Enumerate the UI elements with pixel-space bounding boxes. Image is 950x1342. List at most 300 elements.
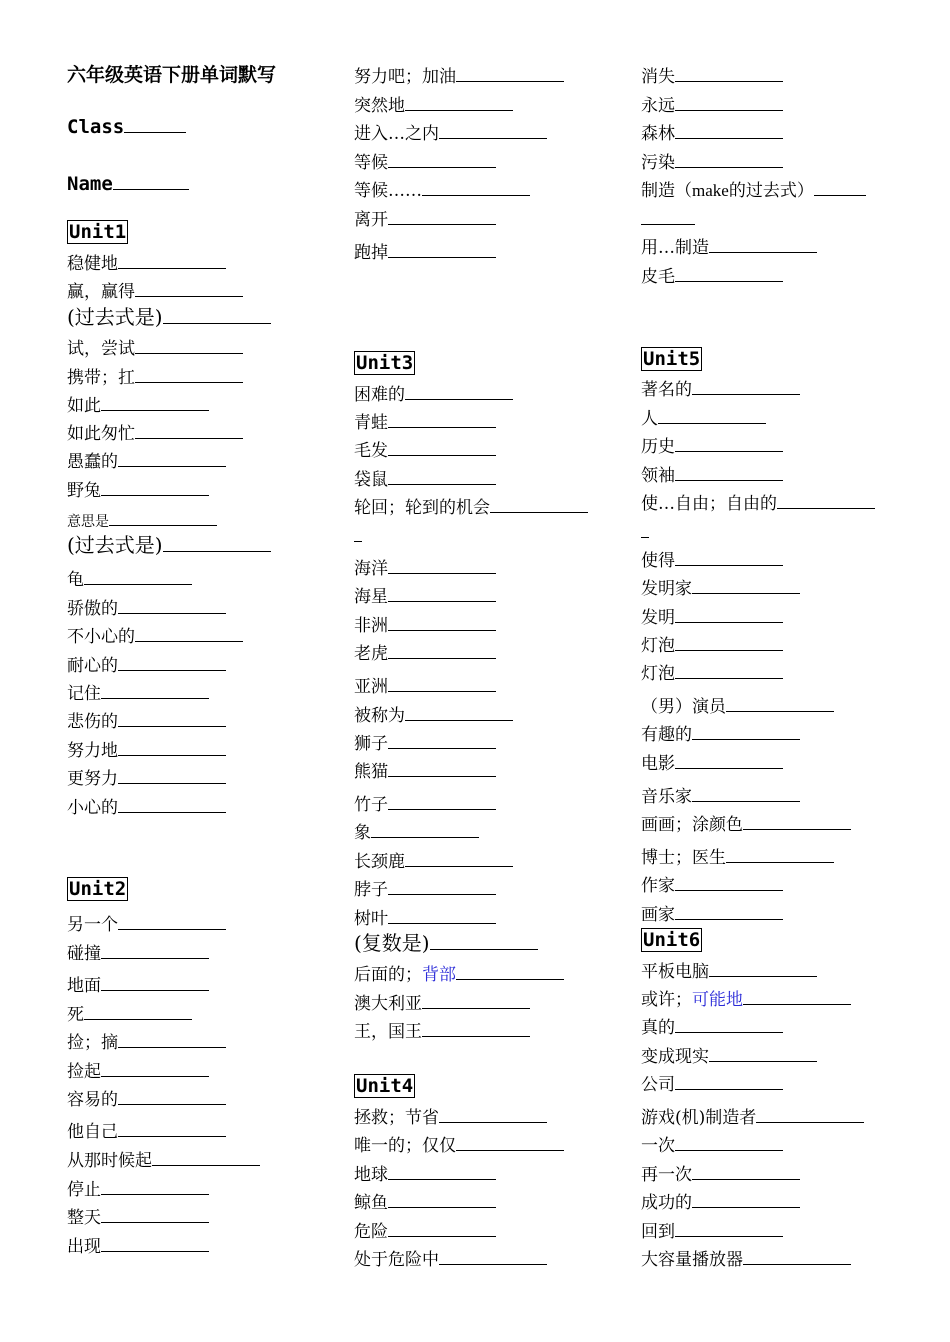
unit6-label: Unit6 [643,929,701,951]
unit2-heading [67,878,128,901]
word-prompt: 如此匆忙 [67,424,135,444]
word-row[interactable] [641,235,817,259]
word-prompt: 野兔 [67,481,101,501]
answer-blank[interactable] [118,738,226,756]
answer-blank[interactable] [726,694,834,712]
word-row[interactable] [354,1247,547,1271]
answer-blank[interactable] [456,1133,564,1151]
word-row[interactable] [67,1234,209,1258]
word-prompt: 成功的 [641,1193,692,1213]
answer-blank[interactable] [456,962,564,980]
worksheet-title: 六年级英语下册单词默写 [67,64,277,86]
answer-blank[interactable] [388,410,496,428]
word-row[interactable] [641,64,783,88]
answer-blank[interactable] [692,576,800,594]
word-row[interactable] [641,1190,800,1214]
answer-blank[interactable] [675,661,783,679]
word-row[interactable] [641,751,783,775]
answer-blank[interactable] [388,906,496,924]
word-prompt: 整天 [67,1208,101,1228]
answer-blank[interactable] [84,1002,192,1020]
word-prompt: 王，国王 [354,1022,422,1042]
word-prompt: 再一次 [641,1165,692,1185]
word-row[interactable] [641,722,800,746]
word-prompt: 海洋 [354,559,388,579]
answer-blank[interactable] [675,1015,783,1033]
word-row[interactable] [67,534,271,556]
word-row[interactable] [354,467,496,491]
answer-blank[interactable] [101,393,209,411]
word-row[interactable] [641,121,783,145]
answer-blank[interactable] [388,641,496,659]
word-prompt: 龟 [67,570,84,590]
answer-blank[interactable] [692,377,800,395]
word-prompt: 皮毛 [641,267,675,287]
word-row[interactable] [354,641,496,665]
word-row[interactable] [354,410,496,434]
word-prompt: 发明 [641,608,675,628]
word-row[interactable] [354,877,496,901]
answer-blank[interactable] [675,751,783,769]
word-prompt: 长颈鹿 [354,852,405,872]
word-prompt: 容易的 [67,1090,118,1110]
class-field[interactable] [67,115,186,138]
answer-blank[interactable] [118,596,226,614]
word-prompt: 跑掉 [354,243,388,263]
word-row[interactable] [67,912,226,936]
word-row[interactable] [354,178,530,202]
word-row[interactable] [641,377,800,401]
word-row[interactable] [641,959,817,983]
answer-blank[interactable] [388,438,496,456]
answer-blank[interactable] [658,406,766,424]
answer-blank[interactable] [675,264,783,282]
word-prompt: 熊猫 [354,762,388,782]
answer-blank[interactable] [743,812,851,830]
word-prompt: (复数是) [354,931,430,955]
word-prompt: 博士；医生 [641,848,726,868]
word-prompt: 稳健地 [67,254,118,274]
answer-blank[interactable] [101,1205,209,1223]
word-prompt: 的过去式） [728,181,814,201]
word-row[interactable] [354,759,496,783]
answer-blank[interactable] [388,1219,496,1237]
answer-blank-continued[interactable] [641,520,649,544]
word-row[interactable] [641,576,800,600]
word-prompt: 试，尝试 [67,339,135,359]
word-prompt: 竹子 [354,795,388,815]
word-prompt: 或许； [641,990,692,1010]
answer-blank[interactable] [163,534,271,552]
word-row[interactable] [354,240,496,264]
word-prompt: 袋鼠 [354,470,388,490]
word-row[interactable] [67,1087,226,1111]
word-row[interactable] [67,681,209,705]
answer-blank[interactable] [118,653,226,671]
answer-blank[interactable] [675,1219,783,1237]
answer-blank[interactable] [675,548,783,566]
word-prompt: 制造（ [641,181,692,201]
unit3-label: Unit3 [356,352,414,374]
word-row[interactable] [67,567,192,591]
word-row[interactable] [641,1133,783,1157]
word-prompt: 耐心的 [67,656,118,676]
answer-blank[interactable] [439,1247,547,1265]
word-row[interactable] [641,1219,783,1243]
word-row[interactable] [354,1162,496,1186]
word-prompt: 澳大利亚 [354,994,422,1014]
word-row[interactable] [354,731,496,755]
word-row[interactable] [354,792,496,816]
answer-blank[interactable] [405,703,513,721]
answer-blank[interactable] [84,567,192,585]
answer-blank[interactable] [675,121,783,139]
word-prompt: 脖子 [354,880,388,900]
answer-blank[interactable] [118,449,226,467]
word-prompt: 非洲 [354,616,388,636]
answer-blank[interactable] [388,674,496,692]
word-row[interactable] [354,1019,530,1043]
answer-blank[interactable] [709,959,817,977]
answer-blank[interactable] [388,150,496,168]
word-prompt: 树叶 [354,909,388,929]
word-row[interactable] [641,93,783,117]
word-prompt: 被称为 [354,706,405,726]
word-prompt: 画家 [641,905,675,925]
answer-blank[interactable] [675,605,783,623]
word-row[interactable] [641,463,783,487]
word-prompt: 海星 [354,587,388,607]
answer-blank[interactable] [388,556,496,574]
word-prompt: 青蛙 [354,413,388,433]
word-prompt: 游戏(机)制造者 [641,1108,757,1128]
word-row[interactable] [67,508,217,533]
answer-blank[interactable] [135,336,243,354]
answer-blank[interactable] [101,1177,209,1195]
answer-blank[interactable] [388,877,496,895]
word-row[interactable] [67,1002,192,1026]
word-row[interactable] [67,738,226,762]
answer-blank[interactable] [101,1059,209,1077]
answer-blank[interactable] [405,93,513,111]
word-row[interactable] [354,1105,547,1129]
answer-blank[interactable] [777,491,875,509]
word-prompt: 真的 [641,1018,675,1038]
word-row[interactable] [641,1247,851,1271]
answer-blank[interactable] [388,1190,496,1208]
word-prompt: 公司 [641,1075,675,1095]
word-prompt: 作家 [641,876,675,896]
word-row[interactable] [354,64,564,88]
word-row[interactable] [354,93,513,117]
word-prompt: 意思是 [67,514,109,530]
word-prompt-highlight: 可能地 [692,990,743,1010]
word-prompt: 记住 [67,684,101,704]
word-row[interactable] [67,449,226,473]
word-row[interactable] [354,438,496,462]
word-row[interactable] [67,365,243,389]
word-prompt: 著名的 [641,380,692,400]
answer-blank[interactable] [456,64,564,82]
unit1-label: Unit1 [69,221,127,243]
word-prompt: 出现 [67,1237,101,1257]
word-prompt: （男）演员 [641,697,726,717]
word-prompt: 狮子 [354,734,388,754]
word-row[interactable] [641,784,800,808]
word-prompt: 更努力 [67,769,118,789]
word-row[interactable] [354,382,513,406]
word-prompt: 发明家 [641,579,692,599]
word-prompt: 森林 [641,124,675,144]
answer-blank[interactable] [439,1105,547,1123]
unit6-heading [641,929,702,952]
word-prompt: 处于危险中 [354,1250,439,1270]
word-row[interactable] [641,178,866,202]
answer-blank[interactable] [675,150,783,168]
word-prompt: 消失 [641,67,675,87]
word-row[interactable] [641,845,834,869]
answer-blank[interactable] [118,795,226,813]
answer-blank[interactable] [118,1030,226,1048]
word-prompt: 永远 [641,96,675,116]
answer-blank[interactable] [371,820,479,838]
word-row[interactable] [354,150,496,174]
word-prompt: 平板电脑 [641,962,709,982]
word-prompt: 赢，赢得 [67,282,135,302]
answer-blank[interactable] [135,279,243,297]
word-row[interactable] [354,121,547,145]
unit5-label: Unit5 [643,348,701,370]
word-row[interactable] [354,584,496,608]
answer-blank[interactable] [135,421,243,439]
answer-blank[interactable] [692,1190,800,1208]
word-row[interactable] [67,279,243,303]
answer-blank[interactable] [388,759,496,777]
word-row[interactable] [67,941,209,965]
answer-blank[interactable] [118,1119,226,1137]
name-blank[interactable] [113,172,189,190]
answer-blank[interactable] [118,912,226,930]
word-row[interactable] [641,902,783,926]
answer-blank[interactable] [675,64,783,82]
answer-blank[interactable] [422,991,530,1009]
word-row[interactable] [354,962,564,986]
word-prompt: 拯救；节省 [354,1108,439,1128]
word-row[interactable] [641,633,783,657]
word-row[interactable] [67,336,243,360]
answer-blank[interactable] [135,624,243,642]
word-row[interactable] [354,932,538,954]
word-prompt: 等候…… [354,181,422,201]
word-row[interactable] [354,1133,564,1157]
answer-blank[interactable] [675,1072,783,1090]
word-row[interactable] [354,495,588,519]
name-field[interactable] [67,172,189,195]
answer-blank-continued[interactable] [354,524,362,548]
word-row[interactable] [354,1219,496,1243]
word-row[interactable] [354,207,496,231]
answer-blank-continued[interactable] [641,207,695,231]
answer-blank[interactable] [692,784,800,802]
answer-blank[interactable] [743,1247,851,1265]
answer-blank[interactable] [675,93,783,111]
answer-blank[interactable] [692,1162,800,1180]
word-prompt: 有趣的 [641,725,692,745]
answer-blank[interactable] [675,633,783,651]
word-row[interactable] [67,973,209,997]
answer-blank[interactable] [709,235,817,253]
answer-blank[interactable] [388,792,496,810]
word-prompt: 悲伤的 [67,712,118,732]
word-row[interactable] [354,556,496,580]
answer-blank[interactable] [388,240,496,258]
answer-blank[interactable] [439,121,547,139]
word-row[interactable] [354,820,479,844]
answer-blank[interactable] [675,873,783,891]
word-prompt: 停止 [67,1180,101,1200]
word-row[interactable] [67,653,226,677]
answer-blank[interactable] [422,1019,530,1037]
answer-blank[interactable] [388,584,496,602]
answer-blank[interactable] [675,902,783,920]
answer-blank[interactable] [814,178,866,196]
word-row[interactable] [641,661,783,685]
word-row[interactable] [641,1105,864,1129]
answer-blank[interactable] [118,1087,226,1105]
word-row[interactable] [67,1119,226,1143]
word-row[interactable] [67,478,209,502]
answer-blank[interactable] [641,520,649,538]
answer-blank[interactable] [101,941,209,959]
word-prompt: 困难的 [354,385,405,405]
word-row[interactable] [67,421,243,445]
answer-blank[interactable] [709,1044,817,1062]
word-row[interactable] [641,264,783,288]
answer-blank[interactable] [135,365,243,383]
word-row[interactable] [641,406,766,430]
word-row[interactable] [67,795,226,819]
word-row[interactable] [641,548,783,572]
word-prompt: 老虎 [354,644,388,664]
word-row[interactable] [354,613,496,637]
word-prompt: 毛发 [354,441,388,461]
word-prompt: 地面 [67,976,101,996]
answer-blank[interactable] [101,973,209,991]
word-row[interactable] [641,812,851,836]
word-prompt: 他自己 [67,1122,118,1142]
word-row[interactable] [641,434,783,458]
word-prompt-latin: make [692,181,729,200]
answer-blank[interactable] [430,932,538,950]
word-prompt: 后面的； [354,965,422,985]
word-row[interactable] [67,709,226,733]
answer-blank[interactable] [388,731,496,749]
answer-blank[interactable] [726,845,834,863]
answer-blank[interactable] [405,849,513,867]
word-row[interactable] [641,873,783,897]
answer-blank[interactable] [675,1133,783,1151]
answer-blank[interactable] [101,1234,209,1252]
answer-blank[interactable] [388,467,496,485]
word-prompt: (过去式是) [67,533,163,557]
word-row[interactable] [67,1205,209,1229]
answer-blank[interactable] [163,306,271,324]
unit4-label: Unit4 [356,1075,414,1097]
answer-blank[interactable] [101,681,209,699]
word-prompt: (过去式是) [67,305,163,329]
answer-blank[interactable] [118,251,226,269]
answer-blank[interactable] [422,178,530,196]
word-prompt: 轮回；轮到的机会 [354,498,490,518]
answer-blank[interactable] [152,1148,260,1166]
word-row[interactable] [67,624,243,648]
word-row[interactable] [641,1044,817,1068]
word-prompt: 变成现实 [641,1047,709,1067]
word-row[interactable] [641,491,875,515]
word-row[interactable] [67,1030,226,1054]
answer-blank[interactable] [118,766,226,784]
word-row[interactable] [67,596,226,620]
word-row[interactable] [67,251,226,275]
word-prompt: 历史 [641,437,675,457]
word-row[interactable] [641,694,834,718]
answer-blank[interactable] [354,524,362,542]
word-row[interactable] [641,1072,783,1096]
answer-blank[interactable] [490,495,588,513]
answer-blank[interactable] [101,478,209,496]
word-row[interactable] [354,849,513,873]
answer-blank[interactable] [109,508,217,526]
word-row[interactable] [67,393,209,417]
word-prompt: 画画；涂颜色 [641,815,743,835]
word-row[interactable] [641,987,851,1011]
answer-blank[interactable] [692,722,800,740]
class-blank[interactable] [124,115,186,133]
word-row[interactable] [67,306,271,328]
word-prompt: 愚蠢的 [67,452,118,472]
answer-blank[interactable] [388,613,496,631]
answer-blank[interactable] [743,987,851,1005]
word-row[interactable] [641,1015,783,1039]
word-row[interactable] [354,703,513,727]
answer-blank[interactable] [388,1162,496,1180]
word-row[interactable] [67,1177,209,1201]
answer-blank[interactable] [675,463,783,481]
word-row[interactable] [354,1190,496,1214]
word-row[interactable] [354,991,530,1015]
answer-blank[interactable] [405,382,513,400]
word-prompt: 死 [67,1005,84,1025]
answer-blank[interactable] [641,207,695,225]
word-prompt: 捡；摘 [67,1033,118,1053]
word-prompt: 音乐家 [641,787,692,807]
answer-blank[interactable] [675,434,783,452]
word-row[interactable] [67,1059,209,1083]
word-row[interactable] [67,1148,260,1172]
word-row[interactable] [641,605,783,629]
word-prompt: 等候 [354,153,388,173]
word-row[interactable] [641,150,783,174]
word-row[interactable] [354,674,496,698]
word-prompt: 使得 [641,551,675,571]
word-row[interactable] [67,766,226,790]
word-row[interactable] [641,1162,800,1186]
word-prompt: 努力吧；加油 [354,67,456,87]
word-row[interactable] [354,906,496,930]
answer-blank[interactable] [118,709,226,727]
answer-blank[interactable] [756,1105,864,1123]
answer-blank[interactable] [388,207,496,225]
